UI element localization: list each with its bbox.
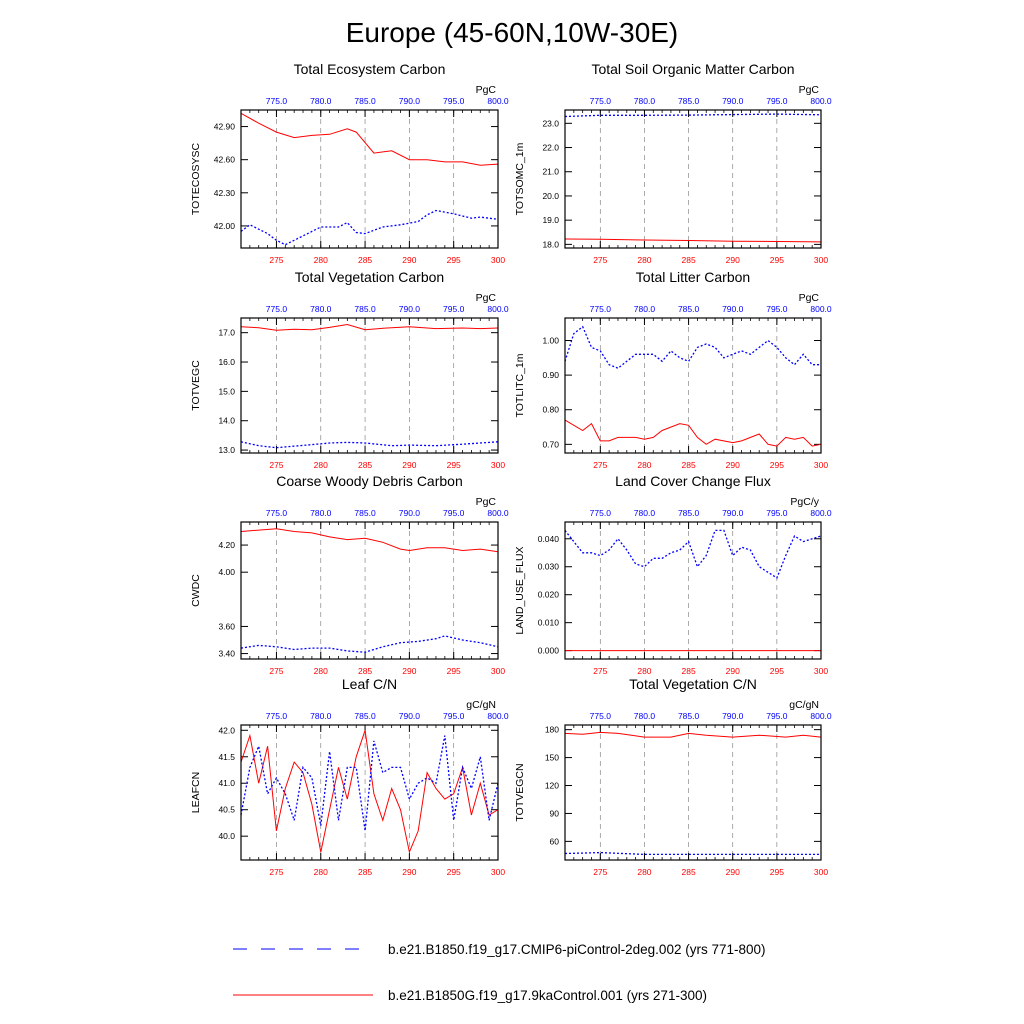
- x-tick-label-bottom: 290: [725, 867, 740, 877]
- y-axis-label: TOTSOMC_1m: [514, 142, 526, 216]
- units-label: PgC: [475, 84, 496, 96]
- y-tick-label: 90: [549, 808, 559, 819]
- x-tick-label-bottom: 280: [637, 460, 652, 470]
- x-tick-label-top: 795.0: [443, 508, 465, 518]
- y-tick-label: 3.60: [218, 621, 235, 632]
- panel-8: [514, 676, 832, 877]
- series-line-blue: [565, 853, 821, 855]
- y-tick-label: 4.20: [218, 540, 235, 551]
- x-tick-label-bottom: 275: [593, 460, 608, 470]
- x-tick-label-bottom: 280: [313, 867, 328, 877]
- x-tick-label-bottom: 290: [725, 666, 740, 676]
- x-tick-label-bottom: 275: [269, 255, 284, 265]
- x-tick-label-bottom: 275: [269, 867, 284, 877]
- x-tick-label-top: 800.0: [810, 508, 832, 518]
- x-tick-label-bottom: 285: [357, 666, 373, 676]
- x-tick-label-top: 800.0: [810, 304, 832, 314]
- units-label: PgC: [798, 84, 819, 96]
- units-label: PgC: [798, 292, 819, 304]
- panel-title: Total Soil Organic Matter Carbon: [591, 61, 795, 77]
- plot-frame: [565, 725, 821, 860]
- y-tick-label: 20.0: [542, 190, 559, 201]
- y-axis-label: TOTECOSYSC: [190, 142, 202, 216]
- plot-frame: [565, 318, 821, 453]
- panel-title: Total Vegetation Carbon: [294, 269, 445, 285]
- y-tick-label: 14.0: [218, 415, 235, 426]
- y-tick-label: 0.020: [537, 589, 559, 600]
- x-tick-label-top: 785.0: [677, 304, 700, 314]
- x-tick-label-top: 775.0: [589, 508, 611, 518]
- x-tick-label-bottom: 295: [446, 867, 461, 877]
- y-axis-label: TOTVEGC: [190, 360, 202, 411]
- y-tick-label: 40.0: [218, 831, 235, 842]
- units-label: PgC: [475, 496, 496, 508]
- x-tick-label-top: 790.0: [722, 711, 744, 721]
- x-tick-label-bottom: 275: [269, 460, 284, 470]
- x-tick-label-bottom: 295: [769, 666, 784, 676]
- units-label: gC/gN: [466, 699, 496, 711]
- y-tick-label: 60: [549, 836, 559, 847]
- y-tick-label: 41.5: [218, 751, 235, 762]
- x-tick-label-top: 800.0: [810, 96, 832, 106]
- y-tick-label: 41.0: [218, 778, 235, 789]
- x-tick-label-bottom: 275: [593, 666, 608, 676]
- panel-3: [190, 269, 509, 470]
- panel-5: [190, 473, 509, 676]
- x-tick-label-top: 775.0: [265, 508, 288, 518]
- y-axis-label: LAND_USE_FLUX: [514, 546, 526, 635]
- x-tick-label-bottom: 280: [313, 255, 328, 265]
- y-tick-label: 150: [544, 752, 559, 763]
- x-tick-label-top: 795.0: [443, 711, 465, 721]
- series-line-blue: [241, 636, 498, 652]
- units-label: PgC/y: [790, 496, 819, 508]
- x-tick-label-top: 790.0: [722, 96, 744, 106]
- x-tick-label-bottom: 285: [681, 255, 696, 265]
- y-tick-label: 180: [544, 724, 559, 735]
- x-tick-label-top: 780.0: [310, 508, 332, 518]
- x-tick-label-bottom: 295: [769, 255, 784, 265]
- x-tick-label-top: 785.0: [354, 508, 376, 518]
- x-tick-label-top: 800.0: [810, 711, 832, 721]
- x-tick-label-bottom: 285: [681, 666, 696, 676]
- legend-label: b.e21.B1850G.f19_g17.9kaControl.001 (yrs 271-300): [388, 988, 707, 1003]
- x-tick-label-bottom: 295: [446, 666, 461, 676]
- panel-title: Total Ecosystem Carbon: [293, 61, 446, 77]
- y-axis-label: CWDC: [190, 574, 202, 607]
- x-tick-label-top: 795.0: [443, 96, 465, 106]
- plot-frame: [565, 522, 821, 659]
- x-tick-label-top: 785.0: [354, 96, 376, 106]
- y-tick-label: 21.0: [542, 166, 559, 177]
- panel-6: [514, 473, 832, 676]
- x-tick-label-top: 795.0: [766, 711, 788, 721]
- x-tick-label-bottom: 275: [269, 666, 284, 676]
- series-line-red: [241, 113, 498, 165]
- x-tick-label-bottom: 275: [593, 867, 608, 877]
- legend-label: b.e21.B1850.f19_g17.CMIP6-piControl-2deg.002 (yrs 771-800): [388, 942, 766, 957]
- x-tick-label-top: 780.0: [310, 96, 332, 106]
- x-tick-label-bottom: 300: [813, 666, 829, 676]
- y-tick-label: 17.0: [218, 327, 235, 338]
- panel-7: [190, 676, 509, 877]
- plot-frame: [565, 110, 821, 248]
- y-tick-label: 1.00: [542, 335, 559, 346]
- x-tick-label-bottom: 300: [813, 255, 829, 265]
- x-tick-label-top: 775.0: [589, 711, 611, 721]
- units-label: gC/gN: [789, 699, 819, 711]
- y-tick-label: 23.0: [542, 118, 559, 129]
- x-tick-label-top: 775.0: [589, 96, 611, 106]
- y-tick-label: 3.40: [218, 648, 235, 659]
- series-line-blue: [565, 114, 821, 116]
- x-tick-label-top: 775.0: [265, 711, 288, 721]
- x-tick-label-top: 790.0: [722, 508, 744, 518]
- x-tick-label-top: 800.0: [487, 508, 509, 518]
- x-tick-label-top: 790.0: [398, 711, 421, 721]
- panel-1: [190, 61, 509, 265]
- x-tick-label-top: 790.0: [398, 508, 421, 518]
- panel-title: Total Litter Carbon: [635, 269, 751, 285]
- x-tick-label-bottom: 285: [357, 255, 373, 265]
- x-tick-label-top: 780.0: [633, 508, 656, 518]
- x-tick-label-top: 795.0: [443, 304, 465, 314]
- y-tick-label: 42.0: [218, 725, 235, 736]
- x-tick-label-top: 775.0: [265, 96, 288, 106]
- y-tick-label: 0.90: [542, 370, 559, 381]
- y-tick-label: 120: [544, 780, 559, 791]
- x-tick-label-bottom: 275: [593, 255, 608, 265]
- x-tick-label-bottom: 300: [490, 666, 506, 676]
- y-tick-label: 13.0: [218, 445, 235, 456]
- x-tick-label-top: 800.0: [487, 304, 509, 314]
- panel-title: Total Vegetation C/N: [629, 676, 757, 692]
- x-tick-label-bottom: 295: [446, 460, 461, 470]
- series-line-red: [565, 239, 821, 242]
- series-line-blue: [565, 327, 821, 369]
- units-label: PgC: [475, 292, 496, 304]
- y-tick-label: 0.80: [542, 404, 559, 415]
- figure-title: Europe (45-60N,10W-30E): [345, 17, 679, 48]
- y-tick-label: 0.70: [542, 439, 559, 450]
- panel-title: Leaf C/N: [341, 676, 398, 692]
- y-axis-label: TOTLITC_1m: [514, 353, 526, 418]
- x-tick-label-top: 780.0: [633, 711, 656, 721]
- series-line-red: [241, 730, 498, 852]
- x-tick-label-bottom: 280: [637, 255, 652, 265]
- y-tick-label: 42.00: [213, 220, 235, 231]
- x-tick-label-top: 785.0: [354, 304, 376, 314]
- x-tick-label-bottom: 285: [357, 460, 373, 470]
- x-tick-label-bottom: 290: [402, 867, 417, 877]
- x-tick-label-bottom: 290: [725, 460, 740, 470]
- panel-title: Coarse Woody Debris Carbon: [276, 473, 463, 489]
- plot-frame: [241, 522, 498, 659]
- x-tick-label-top: 795.0: [766, 508, 788, 518]
- y-tick-label: 4.00: [218, 567, 235, 578]
- y-tick-label: 42.30: [213, 187, 235, 198]
- x-tick-label-top: 780.0: [310, 711, 332, 721]
- x-tick-label-top: 785.0: [354, 711, 376, 721]
- y-tick-label: 16.0: [218, 357, 235, 368]
- series-line-blue: [241, 442, 498, 448]
- plot-frame: [241, 318, 498, 453]
- x-tick-label-top: 795.0: [766, 96, 788, 106]
- x-tick-label-bottom: 290: [402, 255, 417, 265]
- x-tick-label-bottom: 295: [446, 255, 461, 265]
- y-tick-label: 0.010: [537, 617, 559, 628]
- x-tick-label-bottom: 300: [490, 867, 506, 877]
- y-tick-label: 19.0: [542, 215, 559, 226]
- y-tick-label: 0.000: [537, 645, 559, 656]
- x-tick-label-bottom: 285: [681, 867, 696, 877]
- panel-4: [514, 269, 832, 470]
- x-tick-label-top: 795.0: [766, 304, 788, 314]
- x-tick-label-bottom: 280: [637, 666, 652, 676]
- x-tick-label-bottom: 290: [725, 255, 740, 265]
- panel-2: [514, 61, 832, 265]
- y-tick-label: 0.040: [537, 533, 559, 544]
- x-tick-label-bottom: 285: [681, 460, 696, 470]
- x-tick-label-top: 800.0: [487, 96, 509, 106]
- series-line-blue: [565, 530, 821, 578]
- x-tick-label-bottom: 290: [402, 666, 417, 676]
- panel-title: Land Cover Change Flux: [615, 473, 771, 489]
- x-tick-label-bottom: 300: [490, 460, 506, 470]
- x-tick-label-top: 780.0: [633, 304, 656, 314]
- x-tick-label-bottom: 300: [813, 460, 829, 470]
- series-line-red: [241, 529, 498, 552]
- legend: [233, 942, 766, 1003]
- x-tick-label-top: 780.0: [310, 304, 332, 314]
- x-tick-label-top: 780.0: [633, 96, 656, 106]
- series-line-red: [565, 420, 821, 446]
- x-tick-label-top: 790.0: [398, 96, 421, 106]
- y-tick-label: 40.5: [218, 804, 235, 815]
- x-tick-label-bottom: 295: [769, 460, 784, 470]
- x-tick-label-top: 790.0: [722, 304, 744, 314]
- series-line-blue: [241, 211, 498, 245]
- x-tick-label-bottom: 300: [813, 867, 829, 877]
- x-tick-label-top: 775.0: [589, 304, 611, 314]
- x-tick-label-bottom: 295: [769, 867, 784, 877]
- y-tick-label: 22.0: [542, 142, 559, 153]
- x-tick-label-top: 785.0: [677, 508, 700, 518]
- x-tick-label-top: 785.0: [677, 96, 700, 106]
- y-axis-label: LEAFCN: [190, 771, 202, 814]
- x-tick-label-top: 790.0: [398, 304, 421, 314]
- x-tick-label-top: 785.0: [677, 711, 700, 721]
- x-tick-label-top: 800.0: [487, 711, 509, 721]
- y-tick-label: 0.030: [537, 561, 559, 572]
- x-tick-label-bottom: 280: [637, 867, 652, 877]
- x-tick-label-bottom: 280: [313, 460, 328, 470]
- y-tick-label: 15.0: [218, 386, 235, 397]
- plot-frame: [241, 110, 498, 248]
- x-tick-label-top: 775.0: [265, 304, 288, 314]
- y-tick-label: 42.90: [213, 121, 235, 132]
- x-tick-label-bottom: 300: [490, 255, 506, 265]
- y-tick-label: 42.60: [213, 154, 235, 165]
- y-axis-label: TOTVEGCN: [514, 763, 526, 822]
- series-line-red: [241, 325, 498, 331]
- series-line-red: [565, 732, 821, 737]
- x-tick-label-bottom: 285: [357, 867, 373, 877]
- x-tick-label-bottom: 290: [402, 460, 417, 470]
- y-tick-label: 18.0: [542, 239, 559, 250]
- x-tick-label-bottom: 280: [313, 666, 328, 676]
